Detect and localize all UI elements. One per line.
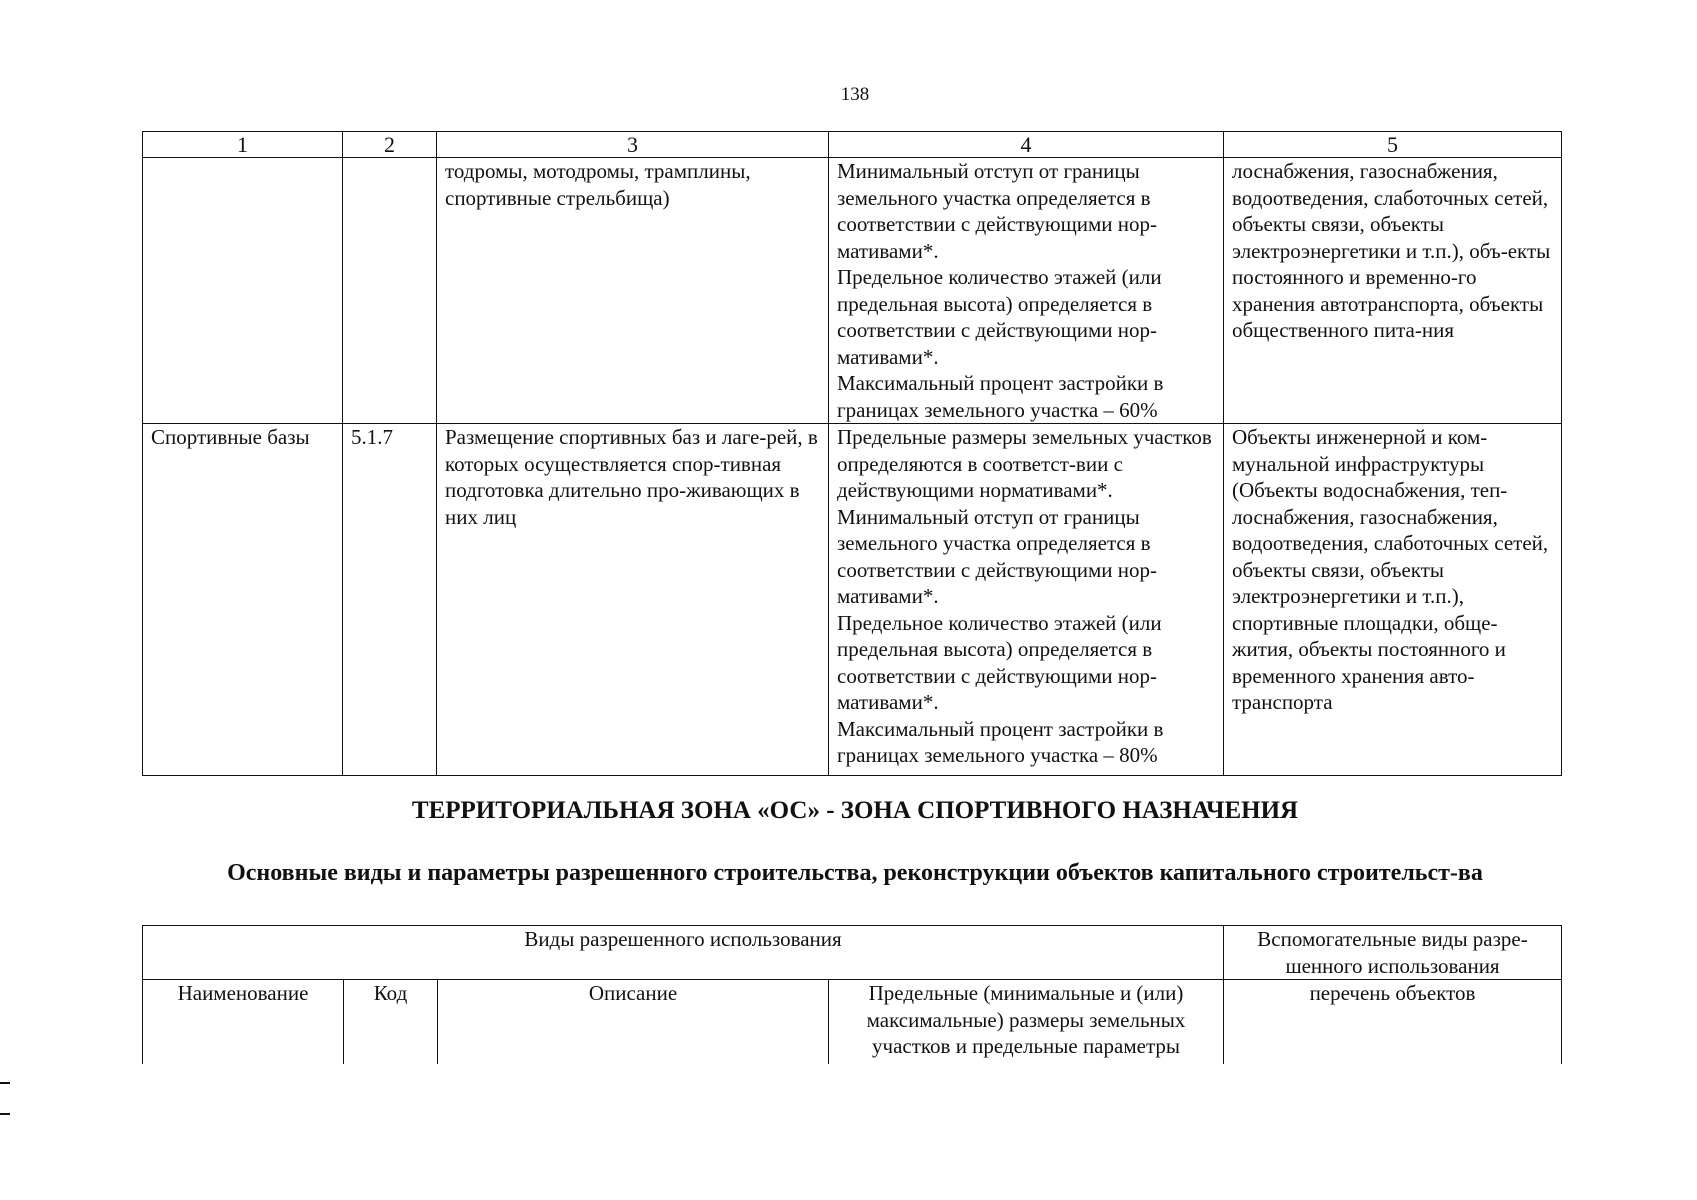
name-column-header: Наименование (143, 980, 344, 1064)
object-list-column-header: перечень объектов (1224, 980, 1562, 1064)
zone-subtitle: Основные виды и параметры разрешенного строительства, реконструкции объектов капитального строительст-ва (227, 860, 1483, 886)
column-number-3: 3 (437, 132, 829, 158)
lower-table-column-row (143, 980, 1562, 1064)
permitted-uses-group-header: Виды разрешенного использования (143, 926, 1224, 980)
row-auxiliary-cell: Объекты инженерной и ком-мунальной инфраструктуры (Объекты водоснабжения, теп-лоснабжения, газоснабжения, водоотведения, слаботочных сетей, объекты связи, объекты электроэнергетики и т.п.), спортивные площадки, обще-жития, объекты постоянного и временного хранения авто-транспорта (1224, 424, 1562, 776)
zone-title: ТЕРРИТОРИАЛЬНАЯ ЗОНА «ОС» - ЗОНА СПОРТИВНОГО НАЗНАЧЕНИЯ (411, 797, 1299, 824)
lower-table-group-row (143, 926, 1562, 980)
row-code-cell (343, 158, 437, 424)
row-description-cell: тодромы, мотодромы, трамплины, спортивные стрельбища) (437, 158, 829, 424)
column-number-4: 4 (829, 132, 1224, 158)
row-description-cell: Размещение спортивных баз и лаге-рей, в которых осуществляется спор-тивная подготовка длительно про-живающих в них лиц (437, 424, 829, 776)
margin-mark (0, 1082, 10, 1084)
row-parameters-cell: Предельные размеры земельных участков определяются в соответст-вии с действующими нормативами*. Минимальный отступ от границы земельного участка определяется в соответствии с действующими нор-мативами*. Предельное количество этажей (или предельная высота) определяется в соответствии с действующими нор-мативами*. Максимальный процент застройки в границах земельного участка – 80% (829, 424, 1224, 776)
auxiliary-uses-header: Вспомогательные виды разре-шенного использования (1224, 926, 1562, 980)
description-column-header: Описание (438, 980, 829, 1064)
row-name-cell: Спортивные базы (143, 424, 343, 776)
table-row (143, 424, 1562, 776)
upper-table (142, 131, 1562, 776)
upper-table-header-row (143, 132, 1562, 158)
code-column-header: Код (344, 980, 438, 1064)
margin-mark (0, 1113, 10, 1115)
lower-table (142, 925, 1562, 1064)
row-auxiliary-cell: лоснабжения, газоснабжения, водоотведения, слаботочных сетей, объекты связи, объекты электроэнергетики и т.п.), объ-екты постоянного и временно-го хранения автотранспорта, объекты общественного пита-ния (1224, 158, 1562, 424)
row-parameters-cell: Минимальный отступ от границы земельного участка определяется в соответствии с действующими нор-мативами*. Предельное количество этажей (или предельная высота) определяется в соответствии с действующими нор-мативами*. Максимальный процент застройки в границах земельного участка – 60% (829, 158, 1224, 424)
table-row (143, 158, 1562, 424)
column-number-1: 1 (143, 132, 343, 158)
column-number-2: 2 (343, 132, 437, 158)
row-name-cell (143, 158, 343, 424)
column-number-5: 5 (1224, 132, 1562, 158)
page-number: 138 (840, 84, 870, 105)
row-code-cell: 5.1.7 (343, 424, 437, 776)
parameters-column-header: Предельные (минимальные и (или) максимальные) размеры земельных участков и предельные параметры (829, 980, 1224, 1064)
